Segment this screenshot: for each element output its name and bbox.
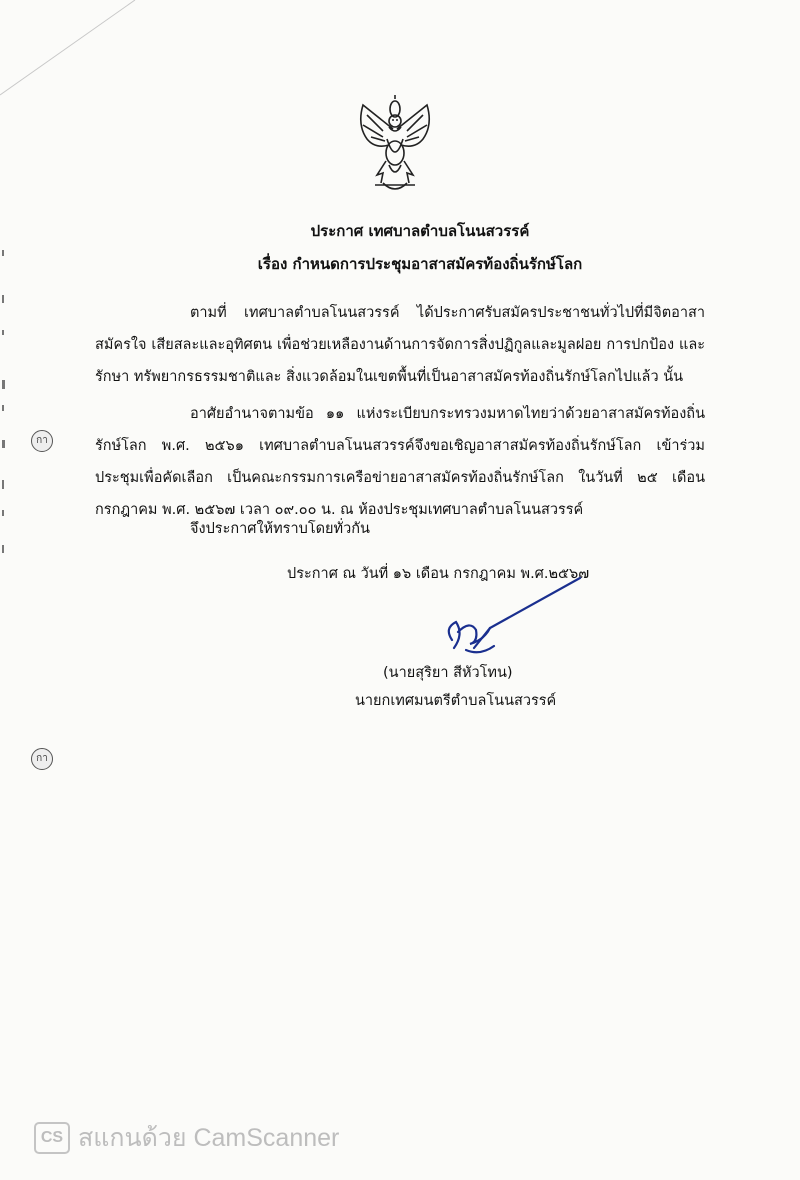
document-title: ประกาศ เทศบาลตำบลโนนสวรรค์ — [310, 222, 530, 240]
signature-mark-icon — [430, 570, 610, 665]
signer-name: (นายสุริยา สีหัวโทน) — [383, 665, 513, 681]
camscanner-logo-icon: CS — [34, 1122, 70, 1154]
scanner-watermark — [34, 1118, 339, 1158]
punch-hole: กา — [31, 748, 53, 770]
body-paragraph-2: อาศัยอำนาจตามข้อ ๑๑ แห่งระเบียบกระทรวงมหาดไทยว่าด้วยอาสาสมัครท้องถิ่นรักษ์โลก พ.ศ. ๒๕๖๑ เทศบาลตำบลโนนสวรรค์จึงขอเชิญอาสาสมัครท้องถิ่นรักษ์โลก เข้าร่วมประชุมเพื่อคัดเลือก เป็นคณะกรรมการเครือข่ายอาสาสมัครท้องถิ่นรักษ์โลก ในวันที่ ๒๕ เดือน กรกฎาคม พ.ศ. ๒๕๖๗ เวลา ๐๙.๐๐ น. ณ ห้องประชุมเทศบาลตำบลโนนสวรรค์ — [95, 406, 705, 518]
signer-position: นายกเทศมนตรีตำบลโนนสวรรค์ — [355, 693, 557, 709]
garuda-emblem-icon — [353, 95, 437, 195]
punch-hole: กา — [31, 430, 53, 452]
body-paragraph-1: ตามที่ เทศบาลตำบลโนนสวรรค์ ได้ประกาศรับสมัครประชาชนทั่วไปที่มีจิตอาสา สมัครใจ เสียสละและอุทิศตน เพื่อช่วยเหลืองานด้านการจัดการสิ่งปฏิกูลและมูลฝอย การปกป้อง และรักษา ทรัพยากรธรรมชาติและ สิ่งแวดล้อมในเขตพื้นที่เป็นอาสาสมัครท้องถิ่นรักษ์โลกไปแล้ว นั้น — [95, 305, 705, 385]
binding-edge-marks — [0, 240, 12, 570]
notice-line: จึงประกาศให้ทราบโดยทั่วกัน — [190, 521, 370, 537]
scanner-watermark-text: สแกนด้วย CamScanner — [78, 1124, 340, 1152]
scan-artifact-line — [0, 0, 140, 100]
announcement-dateline: ประกาศ ณ วันที่ ๑๖ เดือน กรกฎาคม พ.ศ.๒๕๖๗ — [287, 566, 590, 582]
document-subject: เรื่อง กำหนดการประชุมอาสาสมัครท้องถิ่นรักษ์โลก — [257, 255, 583, 273]
